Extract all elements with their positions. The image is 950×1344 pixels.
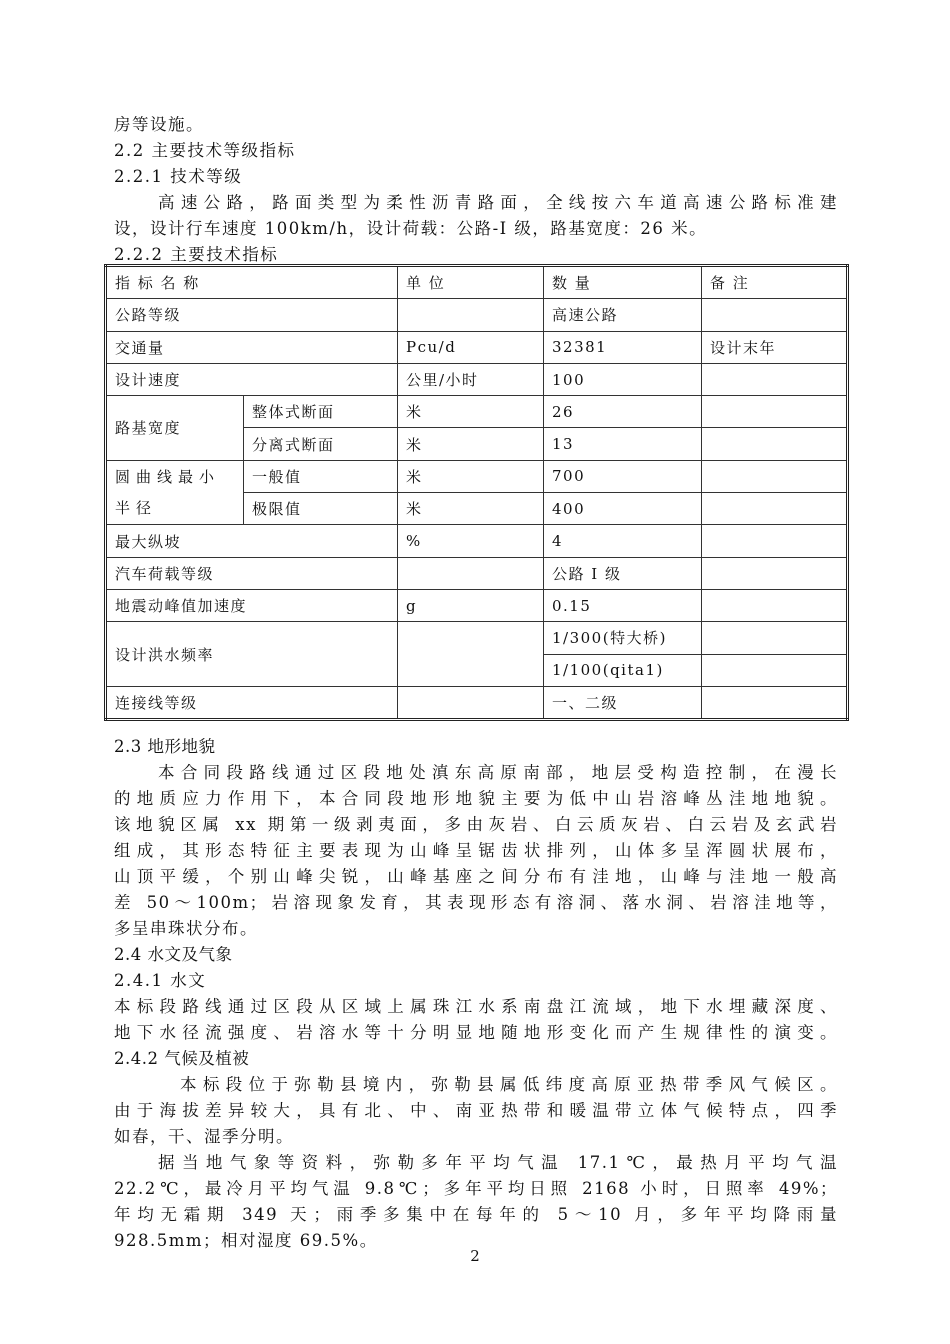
table-row <box>106 396 848 428</box>
cell-name: 地震动峰值加速度 <box>106 589 398 621</box>
cell-subname: 整体式断面 <box>244 396 398 428</box>
cell-quantity: 100 <box>544 363 702 395</box>
cell-note <box>702 525 848 557</box>
section-heading: 2.4 水文及气象 <box>114 945 233 964</box>
section-heading: 2.3 地形地貌 <box>114 737 216 756</box>
section-heading: 2.4.2 气候及植被 <box>114 1049 250 1068</box>
cell-quantity: 13 <box>544 428 702 460</box>
text-line: 多呈串珠状分布。 <box>114 919 258 938</box>
text-line: 22.2℃，最冷月平均气温 9.8℃；多年平均日照 2168 小时，日照率 49%； <box>114 1179 838 1198</box>
text-line: 如春，干、湿季分明。 <box>114 1127 294 1146</box>
cell-quantity: 700 <box>544 460 702 492</box>
table-row <box>106 363 848 395</box>
cell-quantity: 26 <box>544 396 702 428</box>
text-line: 房等设施。 <box>114 115 204 134</box>
section-heading: 2.4.1 水文 <box>114 971 207 990</box>
cell-unit: % <box>398 525 544 557</box>
table-row <box>106 589 848 621</box>
cell-quantity: 公路 I 级 <box>544 557 702 589</box>
table-row <box>106 460 848 492</box>
cell-unit: 米 <box>398 460 544 492</box>
cell-quantity: 高速公路 <box>544 299 702 331</box>
cell-name: 汽车荷载等级 <box>106 557 398 589</box>
text-line: 该地貌区属 xx 期第一级剥夷面，多由灰岩、白云质灰岩、白云岩及玄武岩 <box>114 815 838 834</box>
table-header-row <box>106 266 848 299</box>
text-line: 差 50～100m；岩溶现象发育，其表现形态有溶洞、落水洞、岩溶洼地等， <box>114 893 838 912</box>
cell-note: 设计末年 <box>702 331 848 363</box>
cell-note <box>702 589 848 621</box>
cell-quantity: 1/300(特大桥) <box>544 622 702 654</box>
cell-note <box>702 654 848 686</box>
table-row <box>106 622 848 654</box>
text-line: 组成，其形态特征主要表现为山峰呈锯齿状排列，山体多呈浑圆状展布， <box>114 841 838 860</box>
section-heading: 2.2 主要技术等级指标 <box>114 141 296 160</box>
page-number: 2 <box>470 1247 480 1265</box>
text-line: 的地质应力作用下，本合同段地形地貌主要为低中山岩溶峰丛洼地地貌。 <box>114 789 838 808</box>
text-line: 本标段位于弥勒县境内，弥勒县属低纬度高原亚热带季风气候区。 <box>180 1075 838 1094</box>
text-line: 年均无霜期 349 天；雨季多集中在每年的 5～10 月，多年平均降雨量 <box>114 1205 838 1224</box>
table-row <box>106 299 848 331</box>
text-line: 高速公路，路面类型为柔性沥青路面，全线按六车道高速公路标准建 <box>158 193 838 212</box>
cell-unit <box>398 686 544 719</box>
cell-note <box>702 493 848 525</box>
cell-note <box>702 460 848 492</box>
cell-note <box>702 428 848 460</box>
cell-quantity: 4 <box>544 525 702 557</box>
text-line: 山顶平缓，个别山峰尖锐，山峰基座之间分布有洼地，山峰与洼地一般高 <box>114 867 838 886</box>
cell-name: 圆曲线最小半径 <box>106 460 244 525</box>
text-line: 本标段路线通过区段从区域上属珠江水系南盘江流域，地下水埋藏深度、 <box>114 997 838 1016</box>
text-line: 由于海拔差异较大，具有北、中、南亚热带和暖温带立体气候特点，四季 <box>114 1101 838 1120</box>
table-row <box>106 686 848 719</box>
cell-name: 交通量 <box>106 331 398 363</box>
cell-note <box>702 622 848 654</box>
cell-subname: 极限值 <box>244 493 398 525</box>
cell-quantity: 400 <box>544 493 702 525</box>
cell-quantity: 32381 <box>544 331 702 363</box>
cell-unit: 公里/小时 <box>398 363 544 395</box>
cell-name: 设计速度 <box>106 363 398 395</box>
cell-unit <box>398 622 544 687</box>
top-text <box>114 112 838 268</box>
cell-note <box>702 396 848 428</box>
cell-note <box>702 686 848 719</box>
cell-unit: Pcu/d <box>398 331 544 363</box>
section-heading: 2.2.2 主要技术指标 <box>114 245 279 264</box>
header-name: 指 标 名 称 <box>106 266 398 299</box>
text-line: 设，设计行车速度 100km/h，设计荷载：公路-I 级，路基宽度：26 米。 <box>114 219 708 238</box>
cell-subname: 一般值 <box>244 460 398 492</box>
table-row <box>106 331 848 363</box>
text-line: 据当地气象等资料，弥勒多年平均气温 17.1℃，最热月平均气温 <box>158 1153 838 1172</box>
cell-unit: 米 <box>398 396 544 428</box>
cell-note <box>702 299 848 331</box>
cell-unit: g <box>398 589 544 621</box>
cell-unit: 米 <box>398 493 544 525</box>
technical-indicators-table <box>104 264 849 721</box>
cell-quantity: 1/100(qita1) <box>544 654 702 686</box>
cell-note <box>702 363 848 395</box>
cell-subname: 分离式断面 <box>244 428 398 460</box>
table-row <box>106 525 848 557</box>
cell-name: 公路等级 <box>106 299 398 331</box>
header-unit: 单 位 <box>398 266 544 299</box>
cell-quantity: 0.15 <box>544 589 702 621</box>
cell-unit <box>398 557 544 589</box>
table-row <box>106 557 848 589</box>
text-line: 本合同段路线通过区段地处滇东高原南部，地层受构造控制，在漫长 <box>158 763 838 782</box>
cell-unit <box>398 299 544 331</box>
cell-name: 最大纵坡 <box>106 525 398 557</box>
cell-unit: 米 <box>398 428 544 460</box>
cell-name: 连接线等级 <box>106 686 398 719</box>
section-heading: 2.2.1 技术等级 <box>114 167 243 186</box>
header-note: 备 注 <box>702 266 848 299</box>
text-line: 928.5mm；相对湿度 69.5%。 <box>114 1231 378 1250</box>
cell-name: 设计洪水频率 <box>106 622 398 687</box>
cell-note <box>702 557 848 589</box>
text-line: 地下水径流强度、岩溶水等十分明显地随地形变化而产生规律性的演变。 <box>114 1023 838 1042</box>
cell-name: 路基宽度 <box>106 396 244 461</box>
header-quantity: 数 量 <box>544 266 702 299</box>
bottom-text <box>114 734 838 1254</box>
cell-quantity: 一、二级 <box>544 686 702 719</box>
